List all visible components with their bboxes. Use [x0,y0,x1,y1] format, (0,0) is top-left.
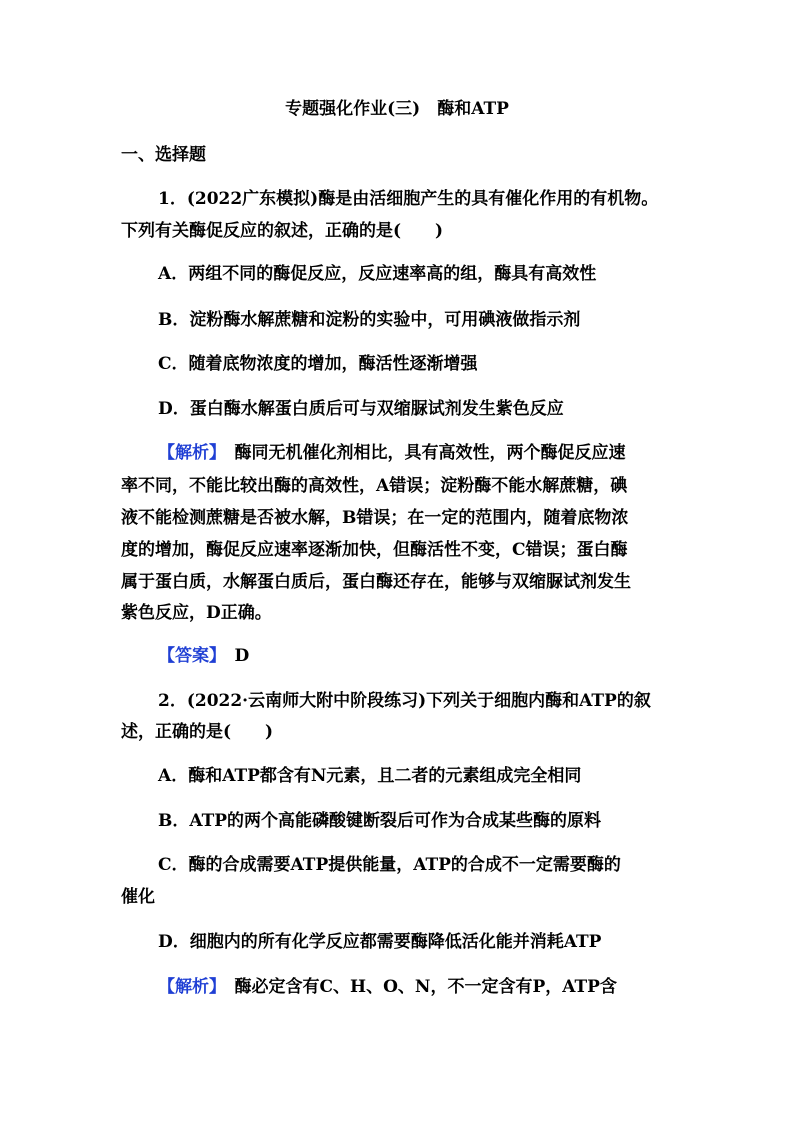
q1-analysis-line-6: 紫色反应，D正确。 [121,603,272,623]
q2-option-a: A．酶和ATP都含有N元素，且二者的元素组成完全相同 [158,766,582,786]
q2-analysis-line-1 [158,975,617,999]
q1-analysis-line-5: 属于蛋白质，水解蛋白质后，蛋白酶还存在，能够与双缩脲试剂发生 [121,572,631,592]
q1-analysis-line-3: 液不能检测蔗糖是否被水解，B错误；在一定的范围内，随着底物浓 [121,508,629,528]
section-heading: 一、选择题 [121,145,206,165]
analysis-tag: 【解析】 [158,977,218,997]
q2-stem-line-2: 述，正确的是( ) [121,722,274,742]
page-title: 专题强化作业(三) 酶和ATP [285,99,509,119]
q1-option-d: D．蛋白酶水解蛋白质后可与双缩脲试剂发生紫色反应 [158,399,564,419]
q2-stem-line-1: 2．(2022·云南师大附中阶段练习)下列关于细胞内酶和ATP的叙 [158,691,651,711]
q1-analysis-line-1 [158,441,626,465]
q1-analysis-text-1: 酶同无机催化剂相比，具有高效性，两个酶促反应速 [217,443,626,463]
q1-answer-line [158,644,249,668]
q1-option-c: C．随着底物浓度的增加，酶活性逐渐增强 [158,354,478,374]
q2-analysis-text-1: 酶必定含有C、H、O、N，不一定含有P，ATP含 [217,977,617,997]
q1-answer: D [217,646,250,666]
answer-tag: 【答案】 [158,646,218,666]
q2-option-b: B．ATP的两个高能磷酸键断裂后可作为合成某些酶的原料 [158,811,602,831]
analysis-tag: 【解析】 [158,443,218,463]
q2-option-c-line-2: 催化 [121,887,155,907]
q1-analysis-line-4: 度的增加，酶促反应速率逐渐加快，但酶活性不变，C错误；蛋白酶 [121,540,628,560]
q1-option-b: B．淀粉酶水解蔗糖和淀粉的实验中，可用碘液做指示剂 [158,310,581,330]
q2-option-c-line-1: C．酶的合成需要ATP提供能量，ATP的合成不一定需要酶的 [158,855,621,875]
q2-option-d: D．细胞内的所有化学反应都需要酶降低活化能并消耗ATP [158,932,602,952]
q1-stem-line-1: 1．(2022广东模拟)酶是由活细胞产生的具有催化作用的有机物。 [158,189,659,209]
q1-analysis-line-2: 率不同，不能比较出酶的高效性，A错误；淀粉酶不能水解蔗糖，碘 [121,476,628,496]
q1-stem-line-2: 下列有关酶促反应的叙述，正确的是( ) [121,221,444,241]
q1-option-a: A．两组不同的酶促反应，反应速率高的组，酶具有高效性 [158,264,597,284]
